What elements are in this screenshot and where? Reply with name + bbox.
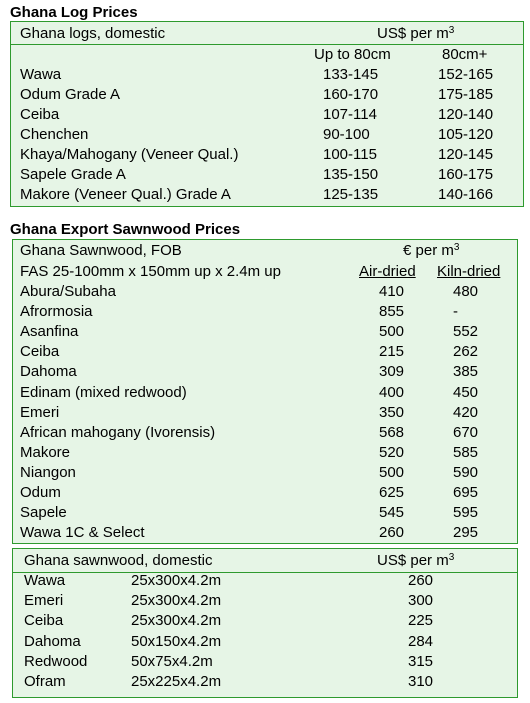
table-row — [13, 283, 517, 303]
dimensions: 50x150x4.2m — [131, 632, 222, 650]
species-name: Abura/Subaha — [20, 283, 116, 300]
table-row — [13, 484, 517, 504]
species-name: Ofram — [24, 673, 66, 690]
table-row — [13, 633, 517, 653]
price-air-dried: 215 — [379, 343, 405, 361]
table-row — [13, 612, 517, 632]
log-prices-col1-header: Up to 80cm — [314, 46, 391, 63]
price-air-dried: 309 — [379, 363, 405, 381]
species-name: Khaya/Mahogany (Veneer Qual.) — [20, 146, 239, 163]
table-row — [13, 504, 517, 524]
table-row — [13, 444, 517, 464]
table-row — [11, 106, 523, 126]
log-prices-table — [10, 21, 524, 207]
export-col2-header: Kiln-dried — [437, 263, 501, 280]
species-name: Wawa 1C & Select — [20, 524, 145, 542]
species-name: Edinam (mixed redwood) — [20, 383, 187, 401]
table-row — [13, 404, 517, 424]
table-row — [13, 653, 517, 673]
price-kiln-dried: 450 — [453, 383, 479, 401]
log-prices-title: Ghana Log Prices — [10, 4, 138, 21]
price-kiln-dried: 480 — [453, 283, 479, 300]
species-name: Redwood — [24, 652, 88, 670]
species-name: Ceiba — [20, 343, 60, 361]
species-name: Asanfina — [20, 323, 79, 341]
price: 284 — [408, 632, 434, 650]
price-up-to-80cm: 135-150 — [323, 166, 379, 183]
price-air-dried: 545 — [379, 504, 405, 522]
price-air-dried: 855 — [379, 303, 405, 321]
table-row — [11, 186, 523, 206]
species-name: Ceiba — [20, 106, 60, 123]
domestic-unit: US$ per $m^3$ — [377, 552, 455, 569]
species-name: Emeri — [20, 403, 60, 421]
price-up-to-80cm: 133-145 — [323, 66, 379, 83]
price-air-dried: 520 — [379, 443, 405, 461]
price-80cm-plus: 105-120 — [438, 126, 494, 143]
export-spec-label: FAS 25-100mm x 150mm up x 2.4m up — [20, 263, 281, 280]
price-80cm-plus: 120-140 — [438, 106, 494, 123]
domestic-sawnwood-table — [12, 548, 518, 698]
log-prices-header-label: Ghana logs, domestic — [20, 25, 166, 42]
table-row — [13, 464, 517, 484]
table-row — [13, 524, 517, 544]
table-row — [13, 384, 517, 404]
species-name: Sapele — [20, 504, 67, 522]
price-80cm-plus: 140-166 — [438, 186, 494, 203]
price-up-to-80cm: 90-100 — [323, 126, 370, 143]
price-kiln-dried: 262 — [453, 343, 479, 361]
species-name: Wawa — [20, 66, 62, 83]
price: 300 — [408, 592, 434, 610]
table-row — [13, 363, 517, 383]
price-kiln-dried: - — [453, 303, 458, 321]
price-kiln-dried: 585 — [453, 443, 479, 461]
table-row — [13, 323, 517, 343]
species-name: Afrormosia — [20, 303, 93, 321]
price-air-dried: 568 — [379, 423, 405, 441]
table-row — [11, 86, 523, 106]
price-80cm-plus: 152-165 — [438, 66, 494, 83]
price-up-to-80cm: 125-135 — [323, 186, 379, 203]
species-name: Emeri — [24, 592, 64, 610]
table-row — [11, 166, 523, 186]
price-80cm-plus: 160-175 — [438, 166, 494, 183]
domestic-header-label: Ghana sawnwood, domestic — [24, 552, 213, 569]
export-sawnwood-table — [12, 239, 518, 544]
price-air-dried: 500 — [379, 323, 405, 341]
species-name: Chenchen — [20, 126, 89, 143]
dimensions: 25x300x4.2m — [131, 612, 222, 630]
price-air-dried: 410 — [379, 283, 405, 300]
price-80cm-plus: 175-185 — [438, 86, 494, 103]
dimensions: 25x300x4.2m — [131, 572, 222, 589]
export-unit: € per $m^3$ — [403, 242, 460, 259]
price-air-dried: 625 — [379, 484, 405, 501]
price-kiln-dried: 670 — [453, 423, 479, 441]
table-row — [13, 572, 517, 592]
table-row — [11, 66, 523, 86]
price-kiln-dried: 385 — [453, 363, 479, 381]
price-air-dried: 350 — [379, 403, 405, 421]
export-col1-header: Air-dried — [359, 263, 416, 280]
species-name: Odum Grade A — [20, 86, 121, 103]
species-name: Niangon — [20, 463, 76, 481]
price-kiln-dried: 552 — [453, 323, 479, 341]
dimensions: 25x225x4.2m — [131, 673, 222, 690]
species-name: Dahoma — [20, 363, 77, 381]
species-name: Makore — [20, 443, 71, 461]
price-air-dried: 260 — [379, 524, 405, 542]
price: 310 — [408, 673, 434, 690]
species-name: Odum — [20, 484, 61, 501]
log-prices-col2-header: 80cm+ — [442, 46, 488, 63]
log-prices-unit: US$ per $m^3$ — [377, 25, 455, 42]
price-kiln-dried: 295 — [453, 524, 479, 542]
price-kiln-dried: 420 — [453, 403, 479, 421]
table-row — [11, 146, 523, 166]
table-row — [11, 126, 523, 146]
price-air-dried: 400 — [379, 383, 405, 401]
dimensions: 25x300x4.2m — [131, 592, 222, 610]
species-name: Ceiba — [24, 612, 64, 630]
table-row — [13, 343, 517, 363]
dimensions: 50x75x4.2m — [131, 652, 213, 670]
species-name: African mahogany (Ivorensis) — [20, 423, 216, 441]
price-air-dried: 500 — [379, 463, 405, 481]
species-name: Makore (Veneer Qual.) Grade A — [20, 186, 231, 203]
price: 260 — [408, 572, 434, 589]
price-kiln-dried: 695 — [453, 484, 479, 501]
price-80cm-plus: 120-145 — [438, 146, 494, 163]
price-kiln-dried: 595 — [453, 504, 479, 522]
species-name: Sapele Grade A — [20, 166, 126, 183]
price-up-to-80cm: 107-114 — [323, 106, 377, 123]
table-row — [13, 303, 517, 323]
price: 225 — [408, 612, 434, 630]
species-name: Wawa — [24, 572, 66, 589]
table-row — [13, 424, 517, 444]
species-name: Dahoma — [24, 632, 81, 650]
export-header-label: Ghana Sawnwood, FOB — [20, 242, 182, 259]
table-row — [13, 592, 517, 612]
price-up-to-80cm: 100-115 — [323, 146, 377, 163]
table-row — [13, 673, 517, 693]
price-up-to-80cm: 160-170 — [323, 86, 379, 103]
export-sawnwood-title: Ghana Export Sawnwood Prices — [10, 221, 241, 238]
price: 315 — [408, 652, 434, 670]
price-kiln-dried: 590 — [453, 463, 479, 481]
